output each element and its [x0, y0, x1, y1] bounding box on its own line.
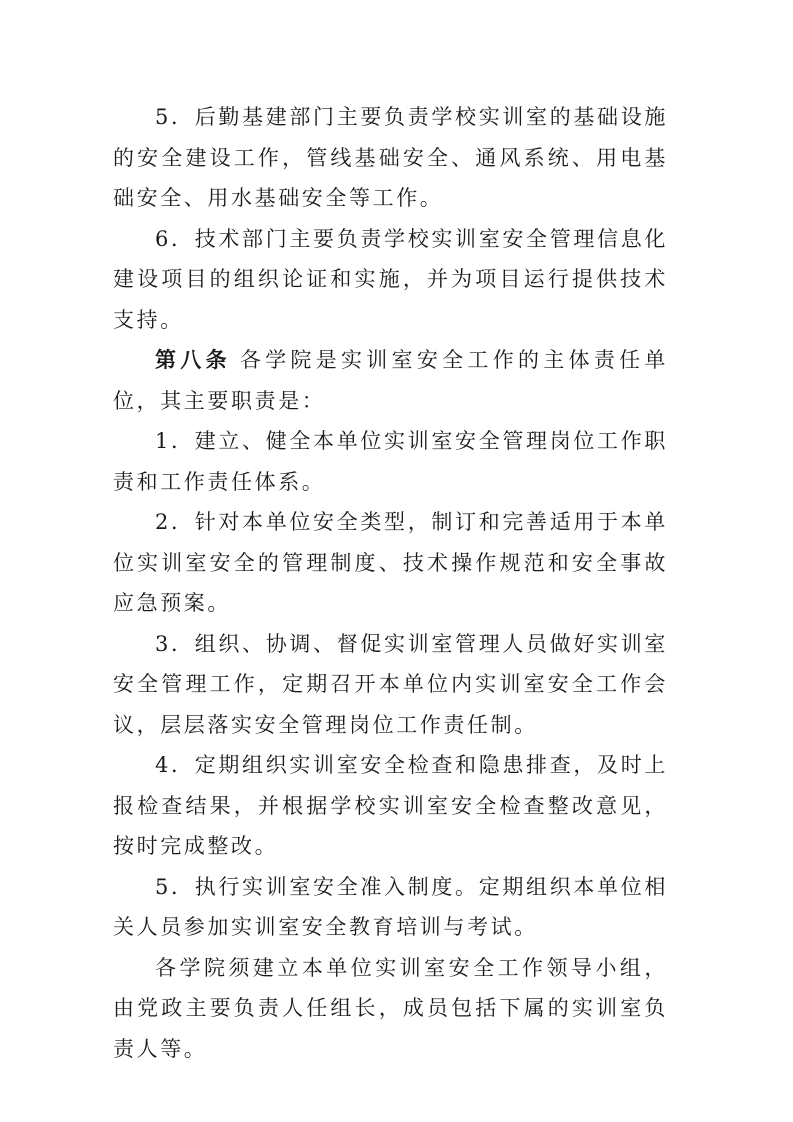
paragraph-item-2: [113, 502, 668, 624]
paragraph-item-6-technology: [113, 219, 668, 341]
paragraph-text: 4．定期组织实训室安全检查和隐患排查，及时上报检查结果，并根据学校实训室安全检查整改意见，按时完成整改。: [113, 753, 668, 858]
paragraph-item-5-access: [113, 867, 668, 948]
paragraph-text: 5．后勤基建部门主要负责学校实训室的基础设施的安全建设工作，管线基础安全、通风系统、用电基础安全、用水基础安全等工作。: [113, 105, 668, 210]
paragraph-text: 各学院是实训室安全工作的主体责任单位，其主要职责是：: [113, 348, 668, 413]
paragraph-leadership-group: [113, 948, 668, 1070]
article-label: 第八条: [155, 348, 231, 372]
paragraph-item-3: [113, 624, 668, 746]
paragraph-text: 5．执行实训室安全准入制度。定期组织本单位相关人员参加实训室安全教育培训与考试。: [113, 874, 668, 939]
paragraph-text: 6．技术部门主要负责学校实训室安全管理信息化建设项目的组织论证和实施，并为项目运行提供技术支持。: [113, 226, 668, 332]
paragraph-text: 1．建立、健全本单位实训室安全管理岗位工作职责和工作责任体系。: [113, 429, 668, 494]
paragraph-text: 各学院须建立本单位实训室安全工作领导小组，由党政主要负责人任组长，成员包括下属的实训室负责人等。: [113, 955, 668, 1061]
paragraph-item-4: [113, 745, 668, 867]
paragraph-text: 3．组织、协调、督促实训室管理人员做好实训室安全管理工作，定期召开本单位内实训室安全工作会议，层层落实安全管理岗位工作责任制。: [113, 631, 668, 737]
paragraph-article-8: [113, 340, 668, 421]
paragraph-item-5-logistics: [113, 97, 668, 219]
paragraph-item-1: [113, 421, 668, 502]
document-body: [113, 97, 668, 1069]
paragraph-text: 2．针对本单位安全类型，制订和完善适用于本单位实训室安全的管理制度、技术操作规范和安全事故应急预案。: [113, 510, 668, 615]
